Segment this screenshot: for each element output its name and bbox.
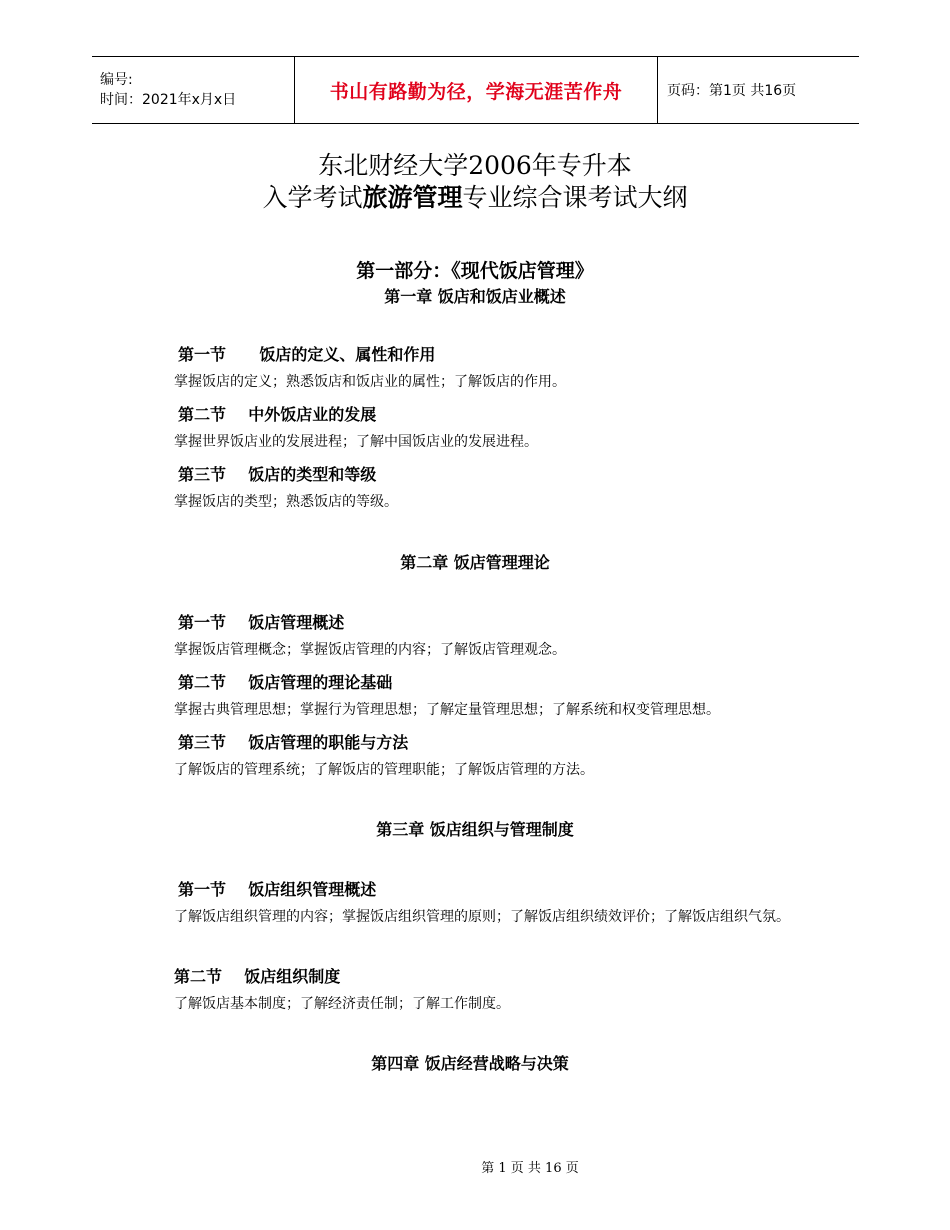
section-title: 第三节 饭店管理的职能与方法 bbox=[178, 733, 409, 752]
header-meta bbox=[92, 57, 294, 123]
section-title: 第三节 饭店的类型和等级 bbox=[178, 465, 377, 484]
title-major: 旅游管理 bbox=[362, 183, 463, 212]
chapter-title: 第三章 饭店组织与管理制度 bbox=[376, 820, 574, 839]
section-text: 掌握世界饭店业的发展进程；了解中国饭店业的发展进程。 bbox=[174, 434, 538, 450]
section-title: 第一节 饭店的定义、属性和作用 bbox=[178, 345, 436, 364]
page-header bbox=[92, 56, 859, 124]
section-text: 掌握饭店的类型；熟悉饭店的等级。 bbox=[174, 494, 398, 510]
chapter-title: 第一章 饭店和饭店业概述 bbox=[384, 287, 566, 306]
section-text: 了解饭店基本制度；了解经济责任制；了解工作制度。 bbox=[174, 996, 510, 1012]
section-title: 第二节 饭店组织制度 bbox=[174, 967, 341, 986]
section-text: 了解饭店组织管理的内容；掌握饭店组织管理的原则；了解饭店组织绩效评价；了解饭店组织气氛。 bbox=[174, 909, 790, 925]
title-segment: 入学考试 bbox=[262, 183, 363, 212]
header-page-info: 页码：第1页 共16页 bbox=[667, 83, 797, 99]
number-label: 编号: bbox=[100, 72, 133, 88]
section-text: 掌握古典管理思想；掌握行为管理思想；了解定量管理思想；了解系统和权变管理思想。 bbox=[174, 702, 720, 718]
chapter-title: 第四章 饭店经营战略与决策 bbox=[371, 1054, 569, 1073]
chapter-title: 第二章 饭店管理理论 bbox=[400, 553, 550, 572]
time-label: 时间：2021年x月x日 bbox=[100, 92, 237, 108]
section-title: 第一节 饭店组织管理概述 bbox=[178, 880, 377, 899]
section-title: 第二节 饭店管理的理论基础 bbox=[178, 673, 393, 692]
section-text: 掌握饭店的定义；熟悉饭店和饭店业的属性；了解饭店的作用。 bbox=[174, 374, 566, 390]
title-segment: 专业综合课考试大纲 bbox=[462, 183, 688, 212]
section-title: 第二节 中外饭店业的发展 bbox=[178, 405, 377, 424]
page-footer: 第 1 页 共 16 页 bbox=[481, 1161, 579, 1176]
doc-title-line1: 东北财经大学2006年专升本 bbox=[318, 151, 632, 180]
section-text: 掌握饭店管理概念；掌握饭店管理的内容；了解饭店管理观念。 bbox=[174, 642, 566, 658]
header-motto: 书山有路勤为径，学海无涯苦作舟 bbox=[294, 57, 658, 123]
part-title: 第一部分：《现代饭店管理》 bbox=[356, 260, 594, 282]
section-text: 了解饭店的管理系统；了解饭店的管理职能；了解饭店管理的方法。 bbox=[174, 762, 594, 778]
section-title: 第一节 饭店管理概述 bbox=[178, 613, 345, 632]
doc-title-line2 bbox=[0, 178, 950, 214]
